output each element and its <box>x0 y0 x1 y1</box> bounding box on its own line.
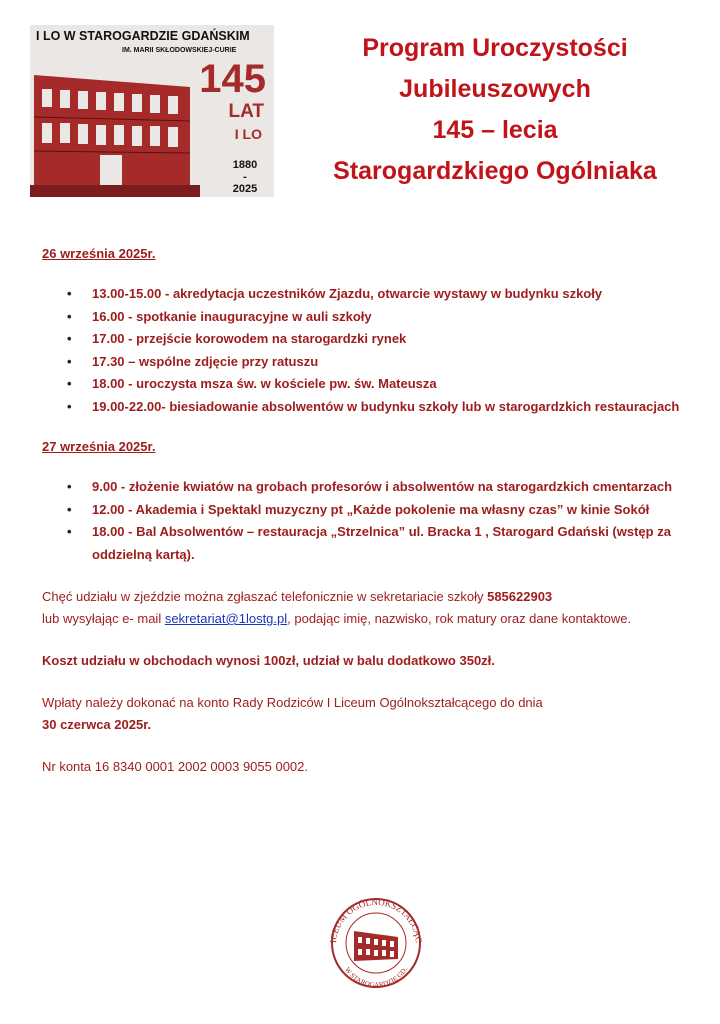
logo-years <box>222 159 268 195</box>
page-title <box>290 28 700 192</box>
seal-bottom-text: W STAROGARDZIE GD. <box>343 965 409 989</box>
schedule-item: • 16.00 - spotkanie inauguracyjne w auli szkoły <box>92 306 682 329</box>
schedule-item: • 19.00-22.00- biesiadowanie absolwentów w budynku szkoły lub w starogardzkich restauracjach <box>92 396 682 419</box>
title-line-4: Starogardzkiego Ogólniaka <box>333 157 657 185</box>
day-2-date: 27 września 2025r. <box>42 439 156 454</box>
title-line-2: Jubileuszowych <box>399 75 591 103</box>
logo-year-dash: - <box>243 171 247 183</box>
school-seal <box>318 893 434 989</box>
day-1-date: 26 września 2025r. <box>42 246 156 261</box>
seal-graphic <box>318 893 434 989</box>
schedule-item: • 9.00 - złożenie kwiatów na grobach profesorów i absolwentów na starogardzkich cmentarzach <box>92 476 682 499</box>
logo-year-end: 2025 <box>232 183 258 195</box>
registration-text-1: Chęć udziału w zjeździe można zgłaszać telefonicznie w sekretariacie szkoły <box>42 589 488 604</box>
program-content <box>42 245 682 798</box>
logo-school-name: I LO W STAROGARDZIE GDAŃSKIM <box>36 29 250 43</box>
schedule-item: • 18.00 - uroczysta msza św. w kościele pw. św. Mateusza <box>92 373 682 396</box>
phone-number: 585622903 <box>487 589 553 604</box>
registration-text-2: lub wysyłając e- mail <box>42 611 165 626</box>
account-number: Nr konta 16 8340 0001 2002 0003 9055 0002. <box>42 759 309 774</box>
schedule-item: • 17.00 - przejście korowodem na starogardzki rynek <box>92 328 682 351</box>
payment-text: Wpłaty należy dokonać na konto Rady Rodziców I Liceum Ogólnokształcącego do dnia <box>42 695 543 710</box>
payment-info <box>42 692 682 736</box>
logo-patron-name: IM. MARII SKŁODOWSKIEJ-CURIE <box>122 47 237 54</box>
day-2-schedule <box>42 476 682 566</box>
payment-deadline: 30 czerwca 2025r. <box>42 717 152 732</box>
schedule-item: • 13.00-15.00 - akredytacja uczestników Zjazdu, otwarcie wystawy w budynku szkoły <box>92 283 682 306</box>
registration-info <box>42 586 682 630</box>
title-line-3: 145 – lecia <box>432 116 558 144</box>
schedule-item: • 17.30 – wspólne zdjęcie przy ratuszu <box>92 351 682 374</box>
cost-info: Koszt udziału w obchodach wynosi 100zł, udział w balu dodatkowo 350zł. <box>42 653 495 668</box>
logo-anniversary-number: 145 <box>199 57 266 101</box>
day-1-schedule <box>42 283 682 418</box>
jubilee-logo <box>30 25 274 197</box>
registration-text-3: , podając imię, nazwisko, rok matury oraz dane kontaktowe. <box>287 611 632 626</box>
schedule-item: • 18.00 - Bal Absolwentów – restauracja „Strzelnica” ul. Bracka 1 , Starogard Gdański (wstęp za oddzielną kartą). <box>92 521 682 566</box>
title-line-1: Program Uroczystości <box>362 34 628 62</box>
logo-lat: LAT <box>228 101 264 122</box>
schedule-item: • 12.00 - Akademia i Spektakl muzyczny pt „Każde pokolenie ma własny czas” w kinie Sokół <box>92 499 682 522</box>
logo-year-start: 1880 <box>232 159 258 171</box>
logo-ilo: I LO <box>234 126 262 142</box>
seal-top-text: ICEUM OGÓLNOKSZTAŁCĄC <box>328 896 425 944</box>
email-link[interactable]: sekretariat@1lostg.pl <box>164 611 288 626</box>
